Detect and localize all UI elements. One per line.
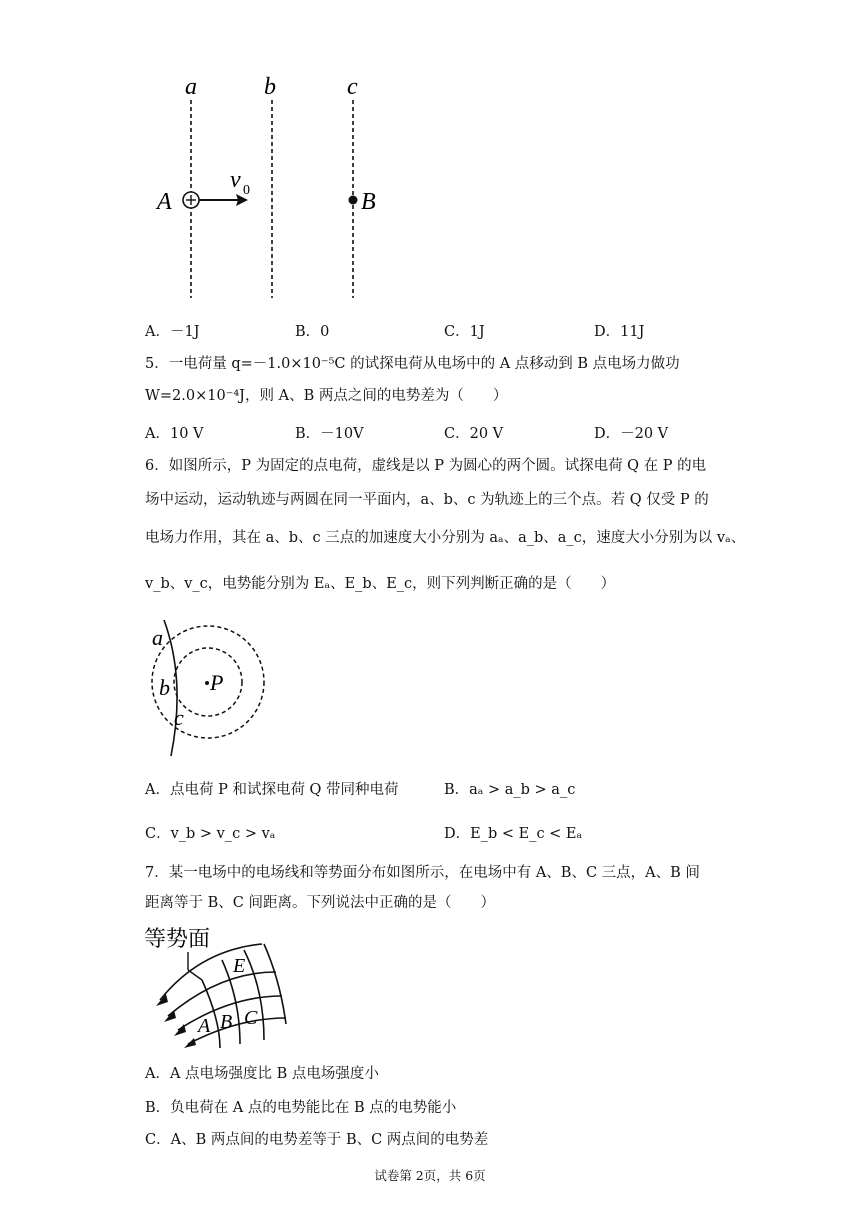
- q6-line3: 电场力作用，其在 a、b、c 三点的加速度大小分别为 aₐ、a_b、a_c，速度大小分别为以 vₐ、: [145, 530, 746, 546]
- q6-option-d: D．E_b < E_c < Eₐ: [444, 826, 583, 842]
- q5-line2: W=2.0×10⁻⁴J，则 A、B 两点之间的电势差为（ ）: [145, 388, 508, 404]
- label-A: A: [198, 1015, 211, 1037]
- q6-option-a: A．点电荷 P 和试探电荷 Q 带同种电荷: [145, 782, 399, 798]
- point-B: [349, 196, 358, 205]
- q7-option-a: A．A 点电场强度比 B 点电场强度小: [145, 1066, 379, 1082]
- label-E: E: [233, 955, 246, 977]
- q5-option-a: A．10 V: [145, 426, 204, 442]
- label-a: a: [152, 625, 163, 650]
- q6-line4: v_b、v_c，电势能分别为 Eₐ、E_b、E_c，则下列判断正确的是（ ）: [145, 576, 616, 592]
- q7-line2: 距离等于 B、C 间距离。下列说法中正确的是（ ）: [145, 895, 495, 911]
- q6-option-c: C．v_b > v_c > vₐ: [145, 826, 276, 842]
- q6-line1: 6．如图所示，P 为固定的点电荷，虚线是以 P 为圆心的两个圆。试探电荷 Q 在 P 的电: [145, 458, 707, 474]
- label-a: a: [185, 74, 197, 100]
- q5-line1: 5．一电荷量 q=－1.0×10⁻⁵C 的试探电荷从电场中的 A 点移动到 B 点电场力做功: [145, 356, 680, 372]
- q7-line1: 7．某一电场中的电场线和等势面分布如图所示，在电场中有 A、B、C 三点，A、B 间: [145, 865, 700, 881]
- label-A: A: [157, 189, 172, 215]
- q7-option-b: B．负电荷在 A 点的电势能比在 B 点的电势能小: [145, 1100, 457, 1116]
- page-footer: 试卷第 2页，共 6页: [374, 1168, 486, 1183]
- q4-option-c: C．1J: [444, 324, 485, 340]
- point-P: [205, 681, 209, 685]
- label-c: c: [347, 74, 358, 100]
- q4-option-a: A．－1J: [145, 324, 200, 340]
- figure-title: 等势面: [144, 926, 211, 951]
- q6-line2: 场中运动，运动轨迹与两圆在同一平面内，a、b、c 为轨迹上的三个点。若 Q 仅受 P 的: [145, 492, 709, 508]
- q5-option-c: C．20 V: [444, 426, 504, 442]
- q5-option-b: B．－10V: [295, 426, 364, 442]
- label-c: c: [174, 705, 184, 730]
- q6-option-b: B．aₐ > a_b > a_c: [444, 782, 576, 798]
- figure-equipotential-lines: [140, 70, 400, 310]
- figure-field-lines: [140, 920, 300, 1060]
- q4-option-b: B．0: [295, 324, 330, 340]
- label-P: P: [210, 670, 224, 695]
- q7-option-c: C．A、B 两点间的电势差等于 B、C 两点间的电势差: [145, 1132, 489, 1148]
- figure-point-charge-circles: [140, 620, 280, 760]
- label-b: b: [159, 675, 170, 700]
- q5-option-d: D．－20 V: [594, 426, 669, 442]
- label-b: b: [264, 74, 276, 100]
- label-v-sub: 0: [243, 183, 250, 198]
- q4-option-d: D．11J: [594, 324, 645, 340]
- label-B: B: [220, 1011, 233, 1033]
- label-B: B: [361, 189, 376, 215]
- label-v: v: [230, 167, 241, 193]
- label-C: C: [244, 1007, 258, 1029]
